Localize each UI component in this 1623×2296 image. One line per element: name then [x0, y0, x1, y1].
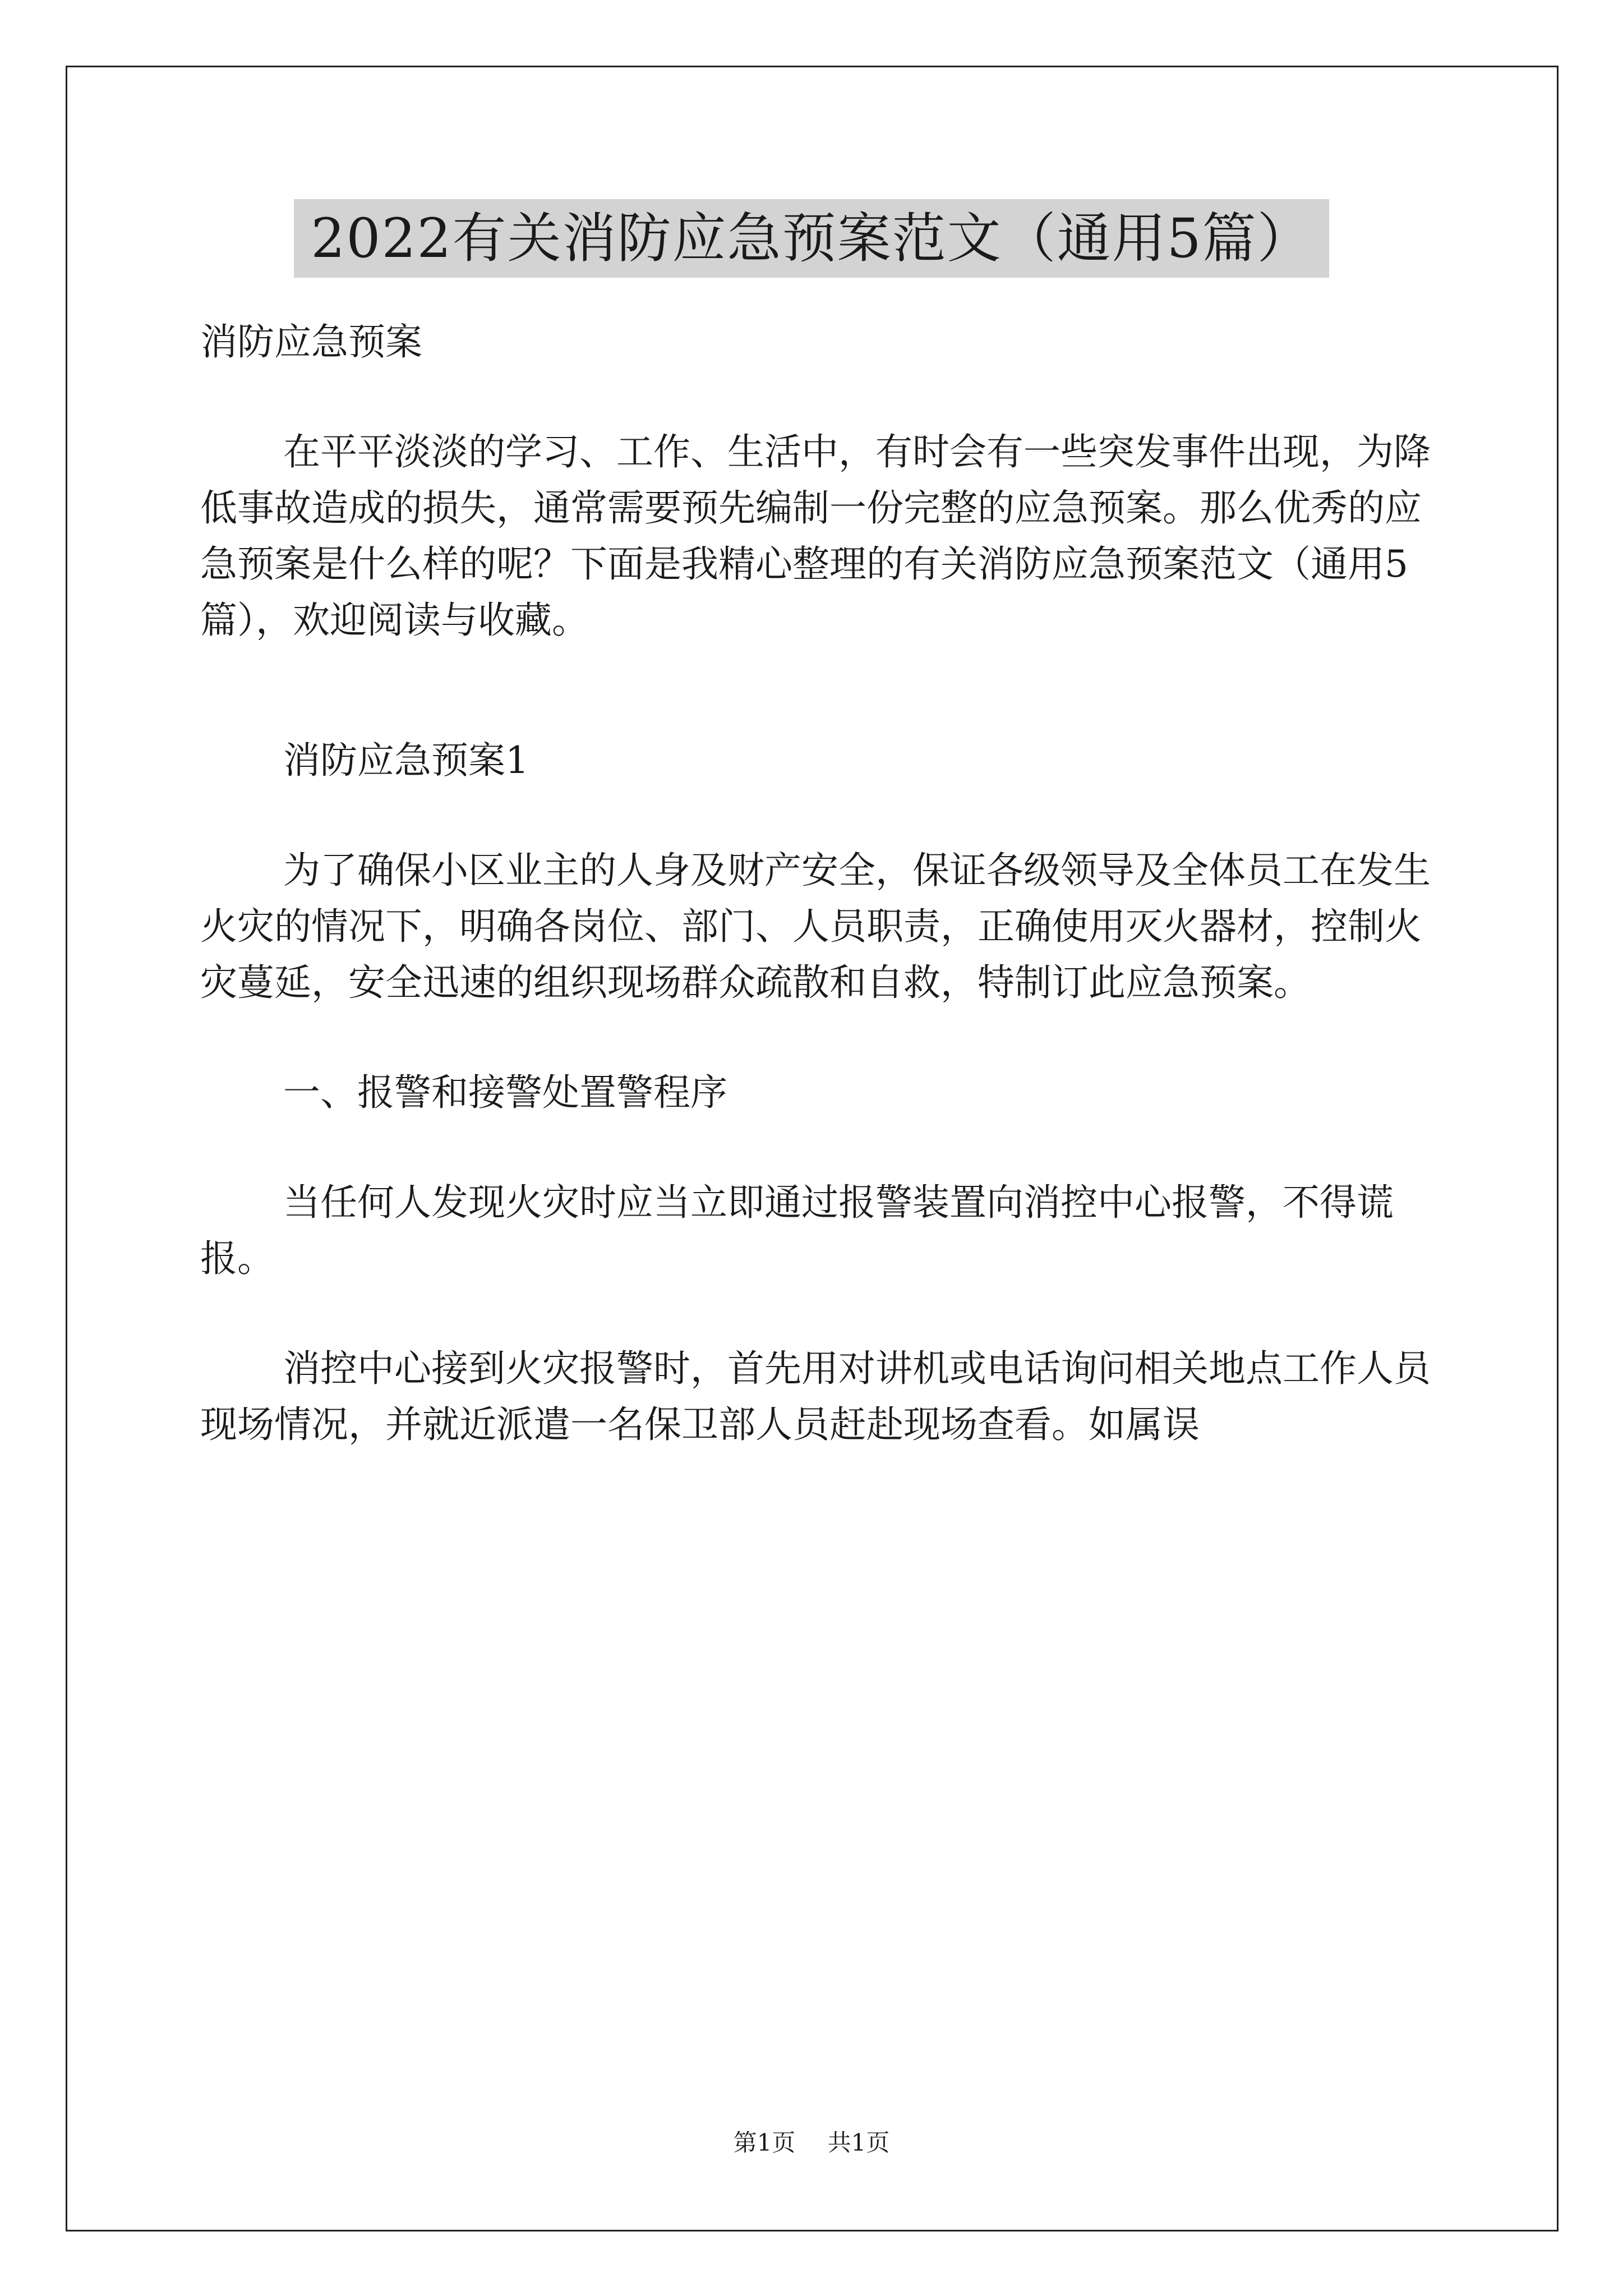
body-paragraph: 为了确保小区业主的人身及财产安全，保证各级领导及全体员工在发生火灾的情况下，明确各岗位、部门、人员职责，正确使用灭火器材，控制火灾蔓延，安全迅速的组织现场群众疏散和自救，特制订此应急预案。 — [200, 849, 1431, 1004]
document-body — [200, 314, 1440, 1507]
page-number: 第1页 — [733, 2129, 796, 2156]
body-paragraph: 当任何人发现火灾时应当立即通过报警装置向消控中心报警，不得谎报。 — [200, 1181, 1394, 1280]
intro-paragraph: 在平平淡淡的学习、工作、生活中，有时会有一些突发事件出现，为降低事故造成的损失，通常需要预先编制一份完整的应急预案。那么优秀的应急预案是什么样的呢？下面是我精心整理的有关消防应急预案范文（通用5篇），欢迎阅读与收藏。 — [200, 430, 1431, 642]
page-total: 共1页 — [827, 2129, 890, 2156]
page-footer — [0, 2126, 1623, 2160]
subsection-heading: 消防应急预案1 — [283, 739, 529, 782]
numbered-heading: 一、报警和接警处置警程序 — [283, 1071, 727, 1114]
document-title: 2022有关消防应急预案范文（通用5篇） — [294, 199, 1329, 278]
body-paragraph: 消控中心接到火灾报警时，首先用对讲机或电话询问相关地点工作人员现场情况，并就近派遣一名保卫部人员赶赴现场查看。如属误 — [200, 1347, 1431, 1446]
section-heading: 消防应急预案 — [200, 320, 422, 364]
document-title-wrap — [0, 199, 1623, 278]
